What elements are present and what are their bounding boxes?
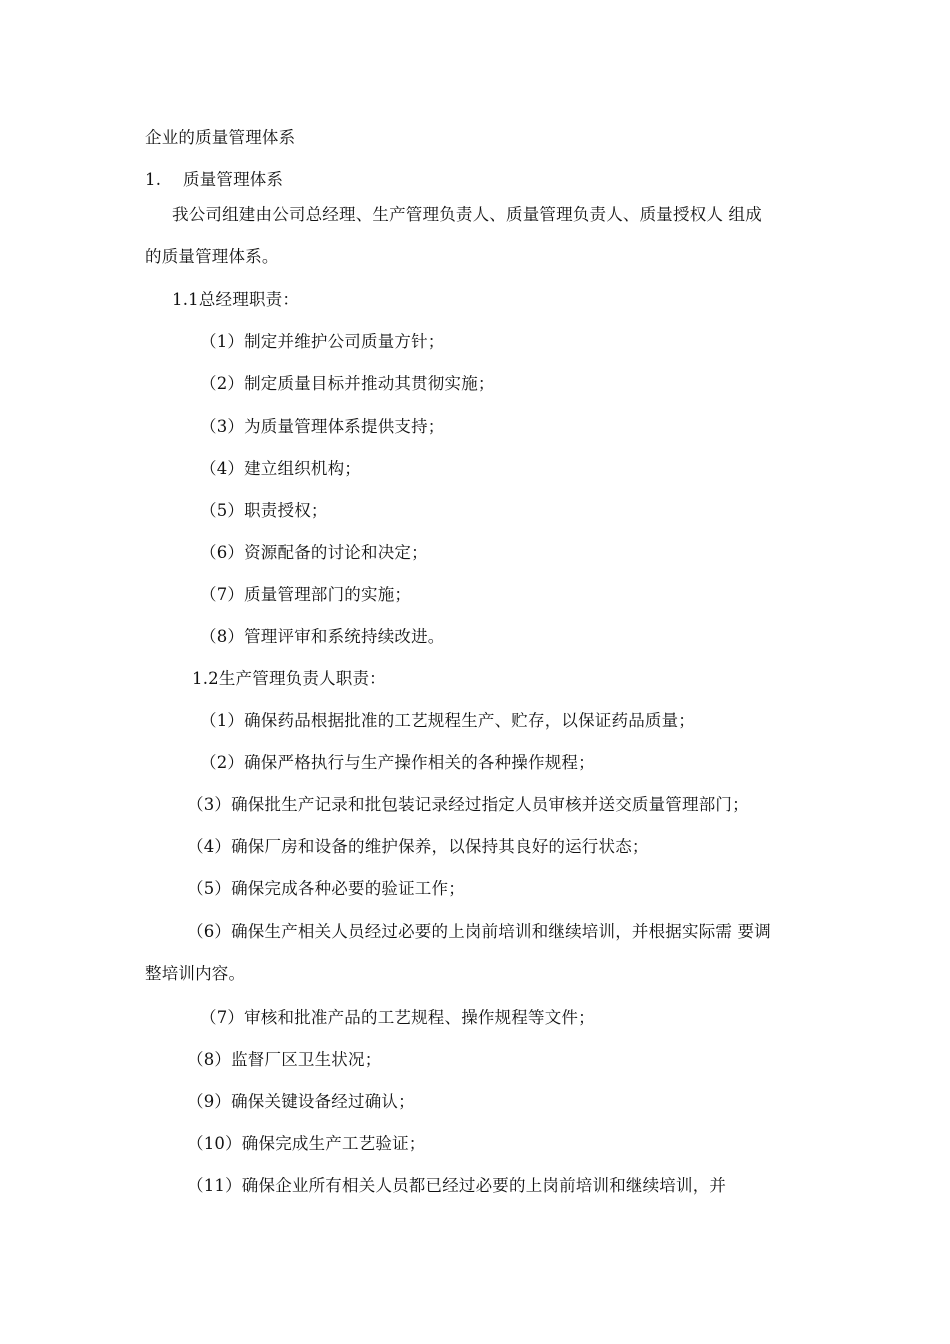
list-item: （8）监督厂区卫生状况； (187, 1050, 382, 1069)
list-item: （2）确保严格执行与生产操作相关的各种操作规程； (200, 753, 595, 772)
section-1-intro-line-1: 我公司组建由公司总经理、生产管理负责人、质量管理负责人、质量授权人 组成 (172, 205, 762, 224)
section-1-intro-line-2: 的质量管理体系。 (145, 247, 279, 266)
section-1-1-heading: 1.1总经理职责： (172, 290, 300, 309)
list-item: （1）确保药品根据批准的工艺规程生产、贮存，以保证药品质量； (200, 711, 695, 730)
list-item-continuation: 整培训内容。 (145, 964, 246, 983)
list-item: （9）确保关键设备经过确认； (187, 1092, 415, 1111)
list-item: （5）确保完成各种必要的验证工作； (187, 879, 465, 898)
list-item: （1）制定并维护公司质量方针； (200, 332, 445, 351)
list-item: （2）制定质量目标并推动其贯彻实施； (200, 374, 495, 393)
list-item: （3）为质量管理体系提供支持； (200, 417, 445, 436)
document-title: 企业的质量管理体系 (145, 128, 296, 147)
list-item: （4）确保厂房和设备的维护保养，以保持其良好的运行状态； (187, 837, 649, 856)
section-1-title: 质量管理体系 (183, 170, 284, 189)
list-item: （7）质量管理部门的实施； (200, 585, 412, 604)
list-item: （10）确保完成生产工艺验证； (187, 1134, 426, 1153)
list-item: （8）管理评审和系统持续改进。 (200, 627, 445, 646)
list-item: （7）审核和批准产品的工艺规程、操作规程等文件； (200, 1008, 595, 1027)
section-1-heading (145, 170, 283, 190)
list-item: （5）职责授权； (200, 501, 328, 520)
list-item: （6）资源配备的讨论和决定； (200, 543, 428, 562)
section-1-number: 1. (145, 170, 162, 189)
list-item: （6）确保生产相关人员经过必要的上岗前培训和继续培训，并根据实际需 要调 (187, 922, 771, 941)
list-item: （4）建立组织机构； (200, 459, 361, 478)
section-1-2-heading: 1.2生产管理负责人职责： (192, 669, 386, 688)
list-item: （3）确保批生产记录和批包装记录经过指定人员审核并送交质量管理部门； (187, 795, 749, 814)
list-item: （11）确保企业所有相关人员都已经过必要的上岗前培训和继续培训，并 (187, 1176, 727, 1195)
